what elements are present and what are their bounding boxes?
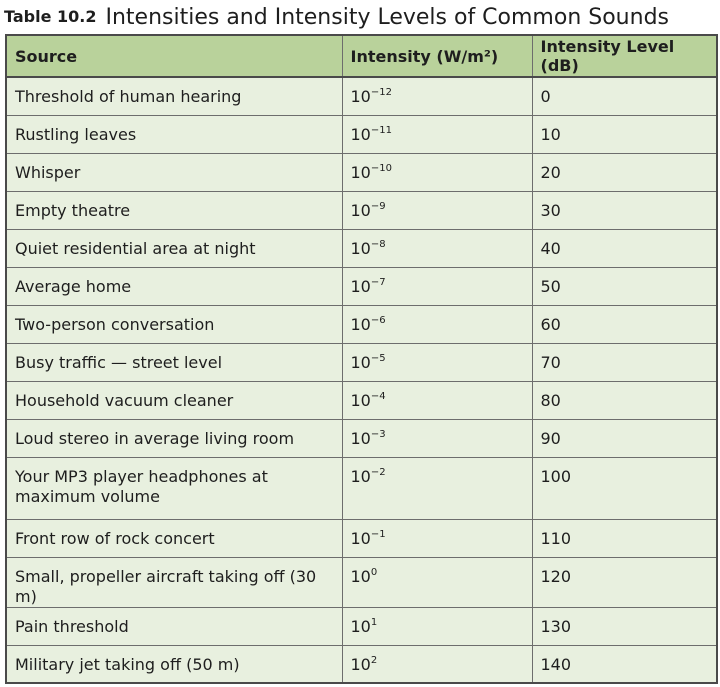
source-cell: Busy traffic — street level	[6, 343, 342, 381]
source-cell: Front row of rock concert	[6, 519, 342, 557]
intensity-exponent: 2	[370, 654, 378, 666]
intensity-base: 10	[350, 428, 371, 448]
intensity-exponent: −11	[370, 124, 392, 136]
level-cell: 70	[532, 343, 717, 381]
header-row	[6, 35, 717, 77]
intensity-exponent: −3	[370, 428, 386, 440]
table-row	[6, 343, 717, 381]
intensity-cell	[342, 607, 532, 645]
source-cell: Military jet taking off (50 m)	[6, 645, 342, 683]
source-cell: Threshold of human hearing	[6, 77, 342, 115]
table-row	[6, 457, 717, 519]
table-row	[6, 77, 717, 115]
intensity-base: 10	[350, 314, 371, 334]
source-cell: Empty theatre	[6, 191, 342, 229]
level-cell: 130	[532, 607, 717, 645]
intensity-cell	[342, 381, 532, 419]
intensity-cell	[342, 191, 532, 229]
table-row	[6, 419, 717, 457]
level-cell: 140	[532, 645, 717, 683]
header-intensity: Intensity (W/m²)	[342, 35, 532, 77]
intensity-exponent: −8	[370, 238, 386, 250]
source-cell: Small, propeller aircraft taking off (30 m)	[6, 557, 342, 607]
intensity-cell	[342, 419, 532, 457]
intensity-exponent: −12	[370, 87, 392, 98]
table-row	[6, 153, 717, 191]
source-cell: Whisper	[6, 153, 342, 191]
table-body	[6, 77, 717, 683]
intensity-base: 10	[350, 87, 371, 106]
intensity-exponent: −9	[370, 200, 386, 212]
level-cell: 90	[532, 419, 717, 457]
header-source: Source	[6, 35, 342, 77]
intensity-cell	[342, 305, 532, 343]
source-cell: Average home	[6, 267, 342, 305]
level-cell: 30	[532, 191, 717, 229]
table-caption	[0, 0, 720, 34]
table-row	[6, 191, 717, 229]
intensity-cell	[342, 645, 532, 683]
intensity-cell	[342, 153, 532, 191]
intensity-cell	[342, 77, 532, 115]
intensity-base: 10	[350, 200, 371, 220]
intensity-exponent: 1	[370, 616, 378, 628]
intensity-exponent: 0	[370, 566, 378, 578]
table-row	[6, 519, 717, 557]
intensity-cell	[342, 519, 532, 557]
level-cell: 0	[532, 77, 717, 115]
source-cell: Quiet residential area at night	[6, 229, 342, 267]
table-row	[6, 115, 717, 153]
level-cell: 60	[532, 305, 717, 343]
intensity-exponent: −1	[370, 528, 386, 540]
intensity-base: 10	[350, 238, 371, 258]
source-cell: Two-person conversation	[6, 305, 342, 343]
source-cell: Loud stereo in average living room	[6, 419, 342, 457]
source-cell: Household vacuum cleaner	[6, 381, 342, 419]
intensity-exponent: −7	[370, 276, 386, 288]
level-cell: 80	[532, 381, 717, 419]
level-cell: 100	[532, 457, 717, 519]
table-row	[6, 229, 717, 267]
source-cell: Your MP3 player headphones at maximum volume	[6, 457, 342, 519]
intensity-exponent: −4	[370, 390, 386, 402]
intensity-base: 10	[350, 276, 371, 296]
source-cell: Pain threshold	[6, 607, 342, 645]
table-row	[6, 305, 717, 343]
intensity-base: 10	[350, 124, 371, 144]
level-cell: 20	[532, 153, 717, 191]
level-cell: 120	[532, 557, 717, 607]
intensity-base: 10	[350, 528, 371, 548]
level-cell: 40	[532, 229, 717, 267]
table-title: Intensities and Intensity Levels of Common Sounds	[105, 5, 669, 30]
level-cell: 10	[532, 115, 717, 153]
intensity-cell	[342, 457, 532, 519]
intensity-base: 10	[350, 616, 371, 636]
table-row	[6, 557, 717, 607]
intensity-exponent: −2	[370, 466, 386, 478]
level-cell: 50	[532, 267, 717, 305]
intensity-base: 10	[350, 566, 371, 586]
header-level: Intensity Level (dB)	[532, 35, 717, 77]
intensity-base: 10	[350, 654, 371, 674]
intensity-cell	[342, 267, 532, 305]
intensity-cell	[342, 115, 532, 153]
intensity-exponent: −6	[370, 314, 386, 326]
sound-intensity-table	[5, 34, 718, 684]
intensity-base: 10	[350, 352, 371, 372]
level-cell: 110	[532, 519, 717, 557]
intensity-exponent: −10	[370, 162, 392, 174]
intensity-cell	[342, 557, 532, 607]
intensity-cell	[342, 343, 532, 381]
intensity-base: 10	[350, 466, 371, 486]
intensity-exponent: −5	[370, 352, 386, 364]
table-row	[6, 381, 717, 419]
intensity-base: 10	[350, 162, 371, 182]
source-cell: Rustling leaves	[6, 115, 342, 153]
intensity-base: 10	[350, 390, 371, 410]
table-row	[6, 267, 717, 305]
table-label: Table 10.2	[4, 7, 97, 26]
intensity-cell	[342, 229, 532, 267]
table-row	[6, 607, 717, 645]
table-row	[6, 645, 717, 683]
